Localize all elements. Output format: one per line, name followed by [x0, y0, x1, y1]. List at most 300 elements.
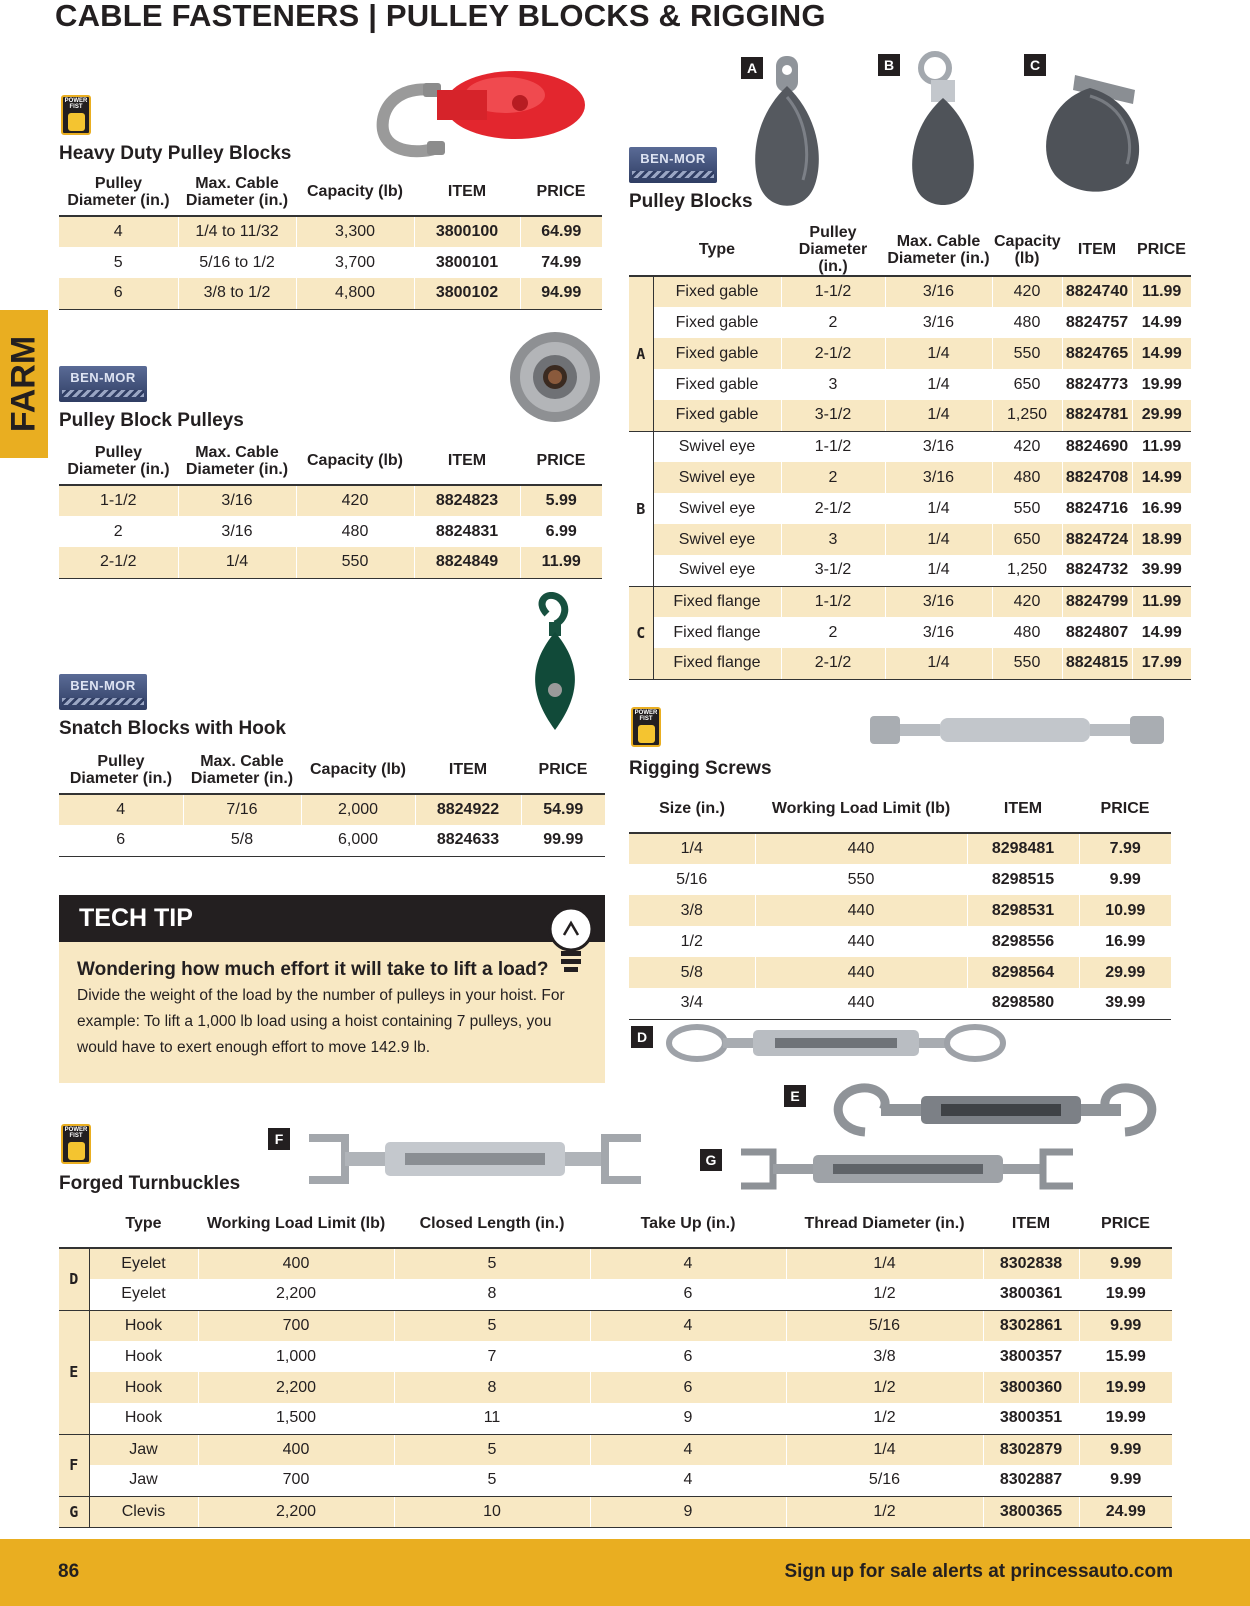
table-cell: 5 — [394, 1434, 590, 1465]
column-header: Max. Cable Diameter (in.) — [178, 168, 296, 216]
table-cell: 9 — [590, 1403, 786, 1434]
table-cell: 1/2 — [786, 1279, 983, 1310]
table-row — [629, 586, 1191, 617]
table-cell: 2,200 — [198, 1496, 394, 1527]
table-cell: 8824831 — [414, 516, 520, 547]
table-cell: 4 — [59, 216, 178, 247]
group-label: B — [629, 431, 653, 586]
table-cell: 24.99 — [1079, 1496, 1172, 1527]
table-cell: 3/8 — [786, 1341, 983, 1372]
block-pulley-image — [505, 327, 605, 427]
table-cell: 1,500 — [198, 1403, 394, 1434]
table-cell: 9.99 — [1079, 1434, 1172, 1465]
table-row — [629, 648, 1191, 679]
group-label: D — [59, 1248, 89, 1310]
table-cell: 14.99 — [1132, 338, 1191, 369]
table-cell: Jaw — [89, 1465, 198, 1496]
table-cell: 8824849 — [414, 547, 520, 578]
table-row — [59, 547, 602, 578]
table-cell: 1/2 — [786, 1496, 983, 1527]
table-cell: Swivel eye — [653, 493, 781, 524]
table-cell: 17.99 — [1132, 648, 1191, 679]
table-cell: 8 — [394, 1372, 590, 1403]
page-title: CABLE FASTENERS | PULLEY BLOCKS & RIGGING — [55, 0, 826, 33]
table-cell: 5 — [394, 1248, 590, 1279]
table-row — [59, 1248, 1172, 1279]
table-cell: 1,250 — [992, 555, 1062, 586]
table-cell: 5 — [394, 1310, 590, 1341]
column-header: ITEM — [414, 437, 520, 485]
table-row — [59, 485, 602, 516]
table-cell: 94.99 — [520, 278, 602, 309]
column-header: Capacity (lb) — [296, 168, 414, 216]
table-cell: 11.99 — [1142, 437, 1182, 455]
table-cell: 8824773 — [1062, 369, 1132, 400]
table-cell: 440 — [755, 957, 967, 988]
table-row — [629, 524, 1191, 555]
table-cell: Hook — [89, 1310, 198, 1341]
turnbuckles-title: Forged Turnbuckles — [59, 1173, 241, 1194]
table-cell: 3/8 — [629, 895, 755, 926]
snatch-blocks-title: Snatch Blocks with Hook — [59, 718, 286, 739]
table-row — [59, 1496, 1172, 1527]
table-cell: 2,200 — [198, 1372, 394, 1403]
table-cell: 1-1/2 — [59, 485, 178, 516]
table-cell: Fixed gable — [653, 276, 781, 307]
fixed-flange-pulley-image — [1035, 70, 1147, 200]
table-row — [59, 794, 605, 825]
table-cell: 1-1/2 — [781, 276, 885, 307]
table-cell: 3/8 to 1/2 — [178, 278, 296, 309]
group-label: A — [629, 276, 653, 431]
table-cell: 3/16 — [178, 485, 296, 516]
snatch-blocks-table — [59, 746, 605, 857]
table-cell: Swivel eye — [653, 555, 781, 586]
image-label-a: A — [741, 57, 763, 79]
fixed-gable-pulley-image — [748, 52, 828, 214]
table-cell: 8824633 — [415, 825, 521, 856]
table-row — [59, 825, 605, 856]
column-header: Capacity (lb) — [992, 224, 1062, 276]
table-row — [629, 276, 1191, 307]
table-cell: 8 — [394, 1279, 590, 1310]
column-header: ITEM — [414, 168, 520, 216]
column-header: PRICE — [521, 746, 605, 794]
pulley-blocks-title: Pulley Blocks — [629, 191, 753, 212]
table-cell: 3/16 — [885, 307, 992, 338]
column-header-group — [59, 1200, 89, 1248]
table-cell: 1/4 — [786, 1434, 983, 1465]
table-cell: Jaw — [89, 1434, 198, 1465]
table-cell: 7/16 — [183, 794, 301, 825]
table-row — [629, 988, 1171, 1019]
table-cell: 8824799 — [1062, 586, 1132, 617]
table-cell: 480 — [992, 617, 1062, 648]
table-cell: 9.99 — [1079, 1310, 1172, 1341]
table-cell: 1-1/2 — [781, 586, 885, 617]
column-header: ITEM — [983, 1200, 1079, 1248]
column-header: Capacity (lb) — [301, 746, 415, 794]
table-row — [59, 1434, 1172, 1465]
column-header: PRICE — [1079, 785, 1171, 833]
table-cell: 9 — [590, 1496, 786, 1527]
image-label-c: C — [1024, 54, 1046, 76]
table-cell: Eyelet — [89, 1248, 198, 1279]
column-header: ITEM — [415, 746, 521, 794]
clevis-turnbuckle-image — [737, 1144, 1077, 1194]
table-cell: 8298564 — [967, 957, 1079, 988]
image-label-e: E — [784, 1085, 806, 1107]
table-cell: 400 — [198, 1434, 394, 1465]
image-label-d: D — [631, 1026, 653, 1048]
table-cell: 5/16 to 1/2 — [178, 247, 296, 278]
table-cell: Fixed gable — [653, 400, 781, 431]
table-cell: 11 — [394, 1403, 590, 1434]
column-header: Closed Length (in.) — [394, 1200, 590, 1248]
table-row — [59, 516, 602, 547]
table-cell: Fixed flange — [653, 586, 781, 617]
table-cell: 8824922 — [415, 794, 521, 825]
table-cell: 1/2 — [786, 1372, 983, 1403]
column-header-group — [629, 224, 653, 276]
table-cell: 16.99 — [1105, 932, 1146, 950]
table-cell: 74.99 — [541, 253, 582, 271]
table-cell: 1/4 — [885, 369, 992, 400]
table-cell: 5/16 — [786, 1465, 983, 1496]
table-cell: 39.99 — [1079, 988, 1171, 1019]
table-cell: 19.99 — [1079, 1372, 1172, 1403]
column-header: Capacity (lb) — [296, 437, 414, 485]
jaw-turnbuckle-image — [305, 1128, 645, 1190]
table-cell: 2 — [59, 516, 178, 547]
tech-tip-question: Wondering how much effort it will take to lift a load? — [77, 959, 549, 980]
table-row — [629, 833, 1171, 864]
table-cell: 3800365 — [983, 1496, 1079, 1527]
table-row — [629, 369, 1191, 400]
column-header: PRICE — [1132, 224, 1191, 276]
table-cell: 1/2 — [786, 1403, 983, 1434]
table-cell: Eyelet — [89, 1279, 198, 1310]
table-cell: 10 — [394, 1496, 590, 1527]
table-cell: 550 — [992, 648, 1062, 679]
image-label-g: G — [700, 1149, 722, 1171]
table-cell: 3/16 — [885, 586, 992, 617]
table-cell: 8824781 — [1062, 400, 1132, 431]
table-cell: 4 — [590, 1434, 786, 1465]
table-cell: 2-1/2 — [781, 338, 885, 369]
turnbuckles-table — [59, 1200, 1172, 1528]
table-row — [629, 431, 1191, 462]
table-cell: 3800360 — [983, 1372, 1079, 1403]
table-cell: 1/4 — [178, 547, 296, 578]
table-cell: 420 — [296, 485, 414, 516]
table-cell: 1/4 — [885, 338, 992, 369]
table-cell: 8824690 — [1062, 431, 1132, 462]
table-cell: 8824716 — [1062, 493, 1132, 524]
column-header: Size (in.) — [629, 785, 755, 833]
table-cell: Swivel eye — [653, 462, 781, 493]
rigging-screws-title: Rigging Screws — [629, 758, 772, 779]
table-cell: 2 — [781, 462, 885, 493]
table-cell: 8298556 — [967, 926, 1079, 957]
table-cell: 5/8 — [629, 957, 755, 988]
table-cell: 2-1/2 — [59, 547, 178, 578]
column-header: ITEM — [1062, 224, 1132, 276]
table-row — [59, 247, 602, 278]
table-row — [59, 1403, 1172, 1434]
table-cell: 8302887 — [983, 1465, 1079, 1496]
table-cell: 8824823 — [414, 485, 520, 516]
table-cell: 420 — [992, 431, 1062, 462]
table-cell: Fixed gable — [653, 369, 781, 400]
page-footer — [0, 1539, 1250, 1606]
table-cell: 1/2 — [629, 926, 755, 957]
table-cell: 550 — [992, 338, 1062, 369]
table-cell: 5 — [59, 247, 178, 278]
table-cell: 5 — [394, 1465, 590, 1496]
tech-tip-box — [59, 895, 605, 1083]
tech-tip-body: Divide the weight of the load by the number of pulleys in your hoist. For example: To lift a 1,000 lb load using a hoist containing 7 pulleys, you would have to exert enough effort to move 142.9 lb. — [77, 987, 565, 1056]
table-cell: 1/4 — [786, 1248, 983, 1279]
table-cell: 480 — [296, 516, 414, 547]
table-cell: 700 — [198, 1465, 394, 1496]
column-header: Type — [89, 1200, 198, 1248]
column-header: Max. Cable Diameter (in.) — [183, 746, 301, 794]
table-cell: Swivel eye — [653, 431, 781, 462]
block-pulleys-table — [59, 437, 602, 579]
table-cell: 6 — [59, 825, 183, 856]
rigging-screw-image — [870, 700, 1170, 760]
column-header: Pulley Diameter (in.) — [781, 224, 885, 276]
table-cell: 8824757 — [1062, 307, 1132, 338]
heavy-duty-pulley-image — [375, 55, 590, 160]
column-header: PRICE — [1079, 1200, 1172, 1248]
table-cell: Fixed gable — [653, 307, 781, 338]
table-row — [59, 1279, 1172, 1310]
table-cell: 1,000 — [198, 1341, 394, 1372]
table-cell: 3/16 — [885, 431, 992, 462]
sale-alerts-link[interactable]: Sign up for sale alerts at princessauto.com — [784, 1561, 1173, 1582]
lightbulb-icon — [547, 905, 595, 975]
table-cell: 420 — [992, 586, 1062, 617]
table-cell: 4,800 — [296, 278, 414, 309]
column-header: Pulley Diameter (in.) — [59, 168, 178, 216]
table-cell: 99.99 — [521, 825, 605, 856]
table-row — [629, 617, 1191, 648]
table-cell: 1,250 — [992, 400, 1062, 431]
table-cell: 16.99 — [1141, 499, 1182, 517]
table-cell: 8298580 — [967, 988, 1079, 1019]
table-cell: 3800101 — [414, 247, 520, 278]
table-cell: 5.99 — [520, 485, 602, 516]
table-cell: 8824732 — [1062, 555, 1132, 586]
table-cell: 420 — [992, 276, 1062, 307]
table-cell: 8302879 — [983, 1434, 1079, 1465]
table-cell: 19.99 — [1079, 1403, 1172, 1434]
ben-mor-logo: BEN-MOR — [59, 366, 147, 402]
table-cell: 6,000 — [301, 825, 415, 856]
page-number: 86 — [58, 1561, 80, 1582]
group-label: F — [59, 1434, 89, 1496]
table-cell: 440 — [755, 833, 967, 864]
table-cell: 4 — [590, 1310, 786, 1341]
table-cell: 1/4 — [885, 555, 992, 586]
table-cell: 5/16 — [786, 1310, 983, 1341]
table-cell: 11.99 — [1132, 276, 1191, 307]
table-cell: 3/16 — [885, 276, 992, 307]
table-cell: 440 — [755, 988, 967, 1019]
table-cell: 2,200 — [198, 1279, 394, 1310]
table-cell: 7.99 — [1079, 833, 1171, 864]
table-row — [59, 1310, 1172, 1341]
table-cell: 8824708 — [1062, 462, 1132, 493]
column-header: Take Up (in.) — [590, 1200, 786, 1248]
table-cell: 9.99 — [1079, 1465, 1172, 1496]
table-cell: 14.99 — [1132, 462, 1191, 493]
table-cell: Fixed gable — [653, 338, 781, 369]
table-cell: 9.99 — [1109, 870, 1141, 888]
table-cell: 8302861 — [983, 1310, 1079, 1341]
table-cell: 6.99 — [545, 522, 577, 540]
table-cell: 2 — [781, 307, 885, 338]
table-cell: 2-1/2 — [781, 648, 885, 679]
column-header: Max. Cable Diameter (in.) — [178, 437, 296, 485]
image-label-f: F — [268, 1128, 290, 1150]
table-cell: 10.99 — [1079, 895, 1171, 926]
table-cell: 1/4 — [885, 524, 992, 555]
table-row — [59, 1465, 1172, 1496]
table-row — [629, 493, 1191, 524]
column-header: Working Load Limit (lb) — [755, 785, 967, 833]
table-cell: 550 — [755, 864, 967, 895]
table-row — [59, 216, 602, 247]
rigging-screws-table — [629, 785, 1171, 1020]
column-header: PRICE — [520, 168, 602, 216]
table-cell: 39.99 — [1132, 555, 1191, 586]
table-cell: 5/8 — [183, 825, 301, 856]
table-row — [629, 895, 1171, 926]
table-cell: 6 — [590, 1279, 786, 1310]
table-cell: 4 — [590, 1248, 786, 1279]
power-fist-logo: POWER FIST — [631, 707, 661, 747]
table-cell: 14.99 — [1141, 313, 1182, 331]
group-label: C — [629, 586, 653, 679]
heavy-duty-title: Heavy Duty Pulley Blocks — [59, 143, 292, 164]
table-cell: Swivel eye — [653, 524, 781, 555]
table-cell: 3/16 — [885, 462, 992, 493]
table-cell: Hook — [89, 1372, 198, 1403]
ben-mor-logo: BEN-MOR — [629, 147, 717, 183]
table-cell: 11.99 — [520, 547, 602, 578]
table-cell: 1/4 — [885, 648, 992, 679]
column-header: ITEM — [967, 785, 1079, 833]
table-row — [629, 400, 1191, 431]
column-header: Type — [653, 224, 781, 276]
table-cell: 8824740 — [1062, 276, 1132, 307]
image-label-b: B — [878, 54, 900, 76]
section-tab-label: FARM — [4, 335, 43, 433]
table-cell: 3800351 — [983, 1403, 1079, 1434]
table-cell: 8824724 — [1062, 524, 1132, 555]
table-cell: 550 — [296, 547, 414, 578]
section-tab — [0, 310, 48, 458]
table-cell: 6 — [590, 1372, 786, 1403]
table-cell: 3 — [781, 369, 885, 400]
table-cell: 14.99 — [1141, 623, 1182, 641]
table-cell: 650 — [992, 369, 1062, 400]
table-cell: 7 — [394, 1341, 590, 1372]
table-cell: 2 — [781, 617, 885, 648]
table-cell: 3-1/2 — [781, 400, 885, 431]
table-cell: Fixed flange — [653, 617, 781, 648]
table-cell: 400 — [198, 1248, 394, 1279]
table-cell: 1/4 — [629, 833, 755, 864]
table-cell: Hook — [89, 1403, 198, 1434]
table-row — [59, 1372, 1172, 1403]
table-cell: 3,700 — [296, 247, 414, 278]
table-cell: 8824807 — [1062, 617, 1132, 648]
table-cell: 2,000 — [301, 794, 415, 825]
table-cell: 15.99 — [1105, 1347, 1146, 1365]
table-cell: 3/16 — [885, 617, 992, 648]
table-cell: 6 — [59, 278, 178, 309]
table-row — [629, 338, 1191, 369]
table-cell: 1-1/2 — [781, 431, 885, 462]
table-cell: 3/4 — [629, 988, 755, 1019]
table-cell: 4 — [590, 1465, 786, 1496]
table-cell: 19.99 — [1079, 1279, 1172, 1310]
table-cell: 550 — [992, 493, 1062, 524]
column-header: Working Load Limit (lb) — [198, 1200, 394, 1248]
table-cell: 4 — [59, 794, 183, 825]
table-cell: 480 — [992, 307, 1062, 338]
table-cell: 3 — [781, 524, 885, 555]
table-cell: 8302838 — [983, 1248, 1079, 1279]
table-cell: 8824765 — [1062, 338, 1132, 369]
power-fist-logo: POWER FIST — [61, 1124, 91, 1164]
table-cell: 8298481 — [967, 833, 1079, 864]
table-cell: 3800361 — [983, 1279, 1079, 1310]
table-cell: 18.99 — [1132, 524, 1191, 555]
table-row — [629, 957, 1171, 988]
table-row — [629, 307, 1191, 338]
table-cell: 3/16 — [178, 516, 296, 547]
table-cell: 11.99 — [1132, 586, 1191, 617]
column-header: PRICE — [520, 437, 602, 485]
hook-turnbuckle-image — [825, 1080, 1165, 1138]
table-cell: 19.99 — [1141, 375, 1182, 393]
heavy-duty-table — [59, 168, 602, 310]
table-cell: 8298515 — [967, 864, 1079, 895]
table-row — [629, 926, 1171, 957]
table-cell: Fixed flange — [653, 648, 781, 679]
table-cell: 2-1/2 — [781, 493, 885, 524]
snatch-block-image — [525, 592, 585, 732]
table-cell: 64.99 — [520, 216, 602, 247]
table-cell: Hook — [89, 1341, 198, 1372]
column-header: Thread Diameter (in.) — [786, 1200, 983, 1248]
table-cell: 6 — [590, 1341, 786, 1372]
table-cell: 8298531 — [967, 895, 1079, 926]
table-cell: 1/4 to 11/32 — [178, 216, 296, 247]
table-cell: 3800357 — [983, 1341, 1079, 1372]
table-cell: 29.99 — [1132, 400, 1191, 431]
table-cell: 440 — [755, 926, 967, 957]
column-header: Pulley Diameter (in.) — [59, 437, 178, 485]
table-cell: 3800102 — [414, 278, 520, 309]
block-pulleys-title: Pulley Block Pulleys — [59, 410, 244, 431]
table-cell: 3800100 — [414, 216, 520, 247]
